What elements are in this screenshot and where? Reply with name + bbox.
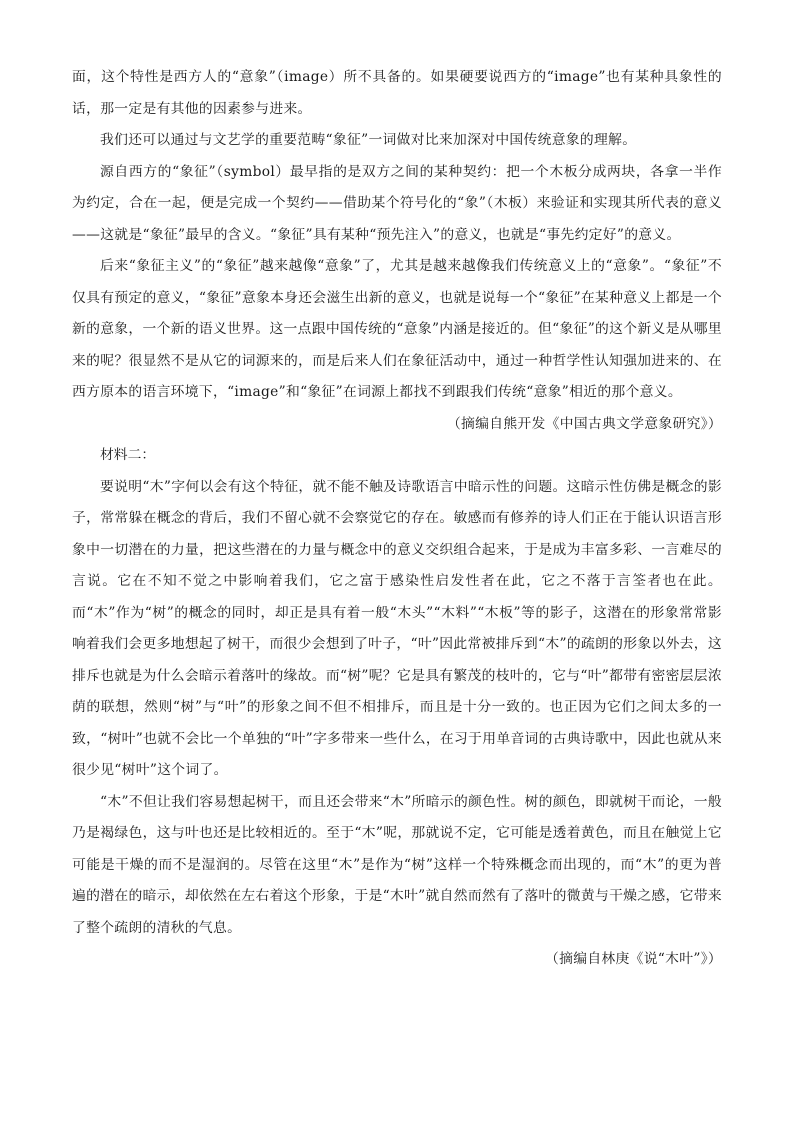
paragraph-symbol-intro: 我们还可以通过与文艺学的重要范畴“象征”一词做对比来加深对中国传统意象的理解。	[100, 132, 637, 148]
paragraph-suggestiveness: 要说明“木”字何以会有这个特征，就不能不触及诗歌语言中暗示性的问题。这暗示性仿佛是概念的影子，常常躲在概念的背后，我们不留心就不会察觉它的存在。敏感而有修养的诗人们正在于能认识语言形象中一切潜在的力量，把这些潜在的力量与概念中的意义交织组合起来，于是成为丰富多彩、一言难尽的言说。它在不知不觉之中影响着我们，它之富于感染性启发性者在此，它之不落于言筌者也在此。而“木”作为“树”的概念的同时，却正是具有着一般“木头”“木料”“木板”等的影子，这潜在的形象常常影响着我们会更多地想起了树干，而很少会想到了叶子，“叶”因此常被排斥到“木”的疏朗的形象以外去，这排斥也就是为什么会暗示着落叶的缘故。而“树”呢？它是具有繁茂的枝叶的，它与“叶”都带有密密层层浓荫的联想，然则“树”与“叶”的形象之间不但不相排斥，而且是十分一致的。也正因为它们之间太多的一致，“树叶”也就不会比一个单独的“叶”字多带来一些什么，在习于用单音词的古典诗歌中，因此也就从来很少见“树叶”这个词了。	[72, 478, 722, 778]
paragraph-continuation: 面，这个特性是西方人的“意象”（image）所不具备的。如果硬要说西方的“image”也有某种具象性的话，那一定是有其他的因素参与进来。	[72, 69, 722, 117]
material-2-heading: 材料二：	[100, 447, 156, 463]
source-citation-1: （摘编自熊开发《中国古典文学意象研究》）	[446, 415, 722, 432]
paragraph-symbolism: 后来“象征主义”的“象征”越来越像“意象”了，尤其是越来越像我们传统意义上的“意象”。“象征”不仅具有预定的意义，“象征”意象本身还会滋生出新的意义，也就是说每一个“象征”在某种意义上都是一个新的意象，一个新的语义世界。这一点跟中国传统的“意象”内涵是接近的。但“象征”的这个新义是从哪里来的呢？很显然不是从它的词源来的，而是后来人们在象征活动中，通过一种哲学性认知强加进来的、在西方原本的语言环境下，“image”和“象征”在词源上都找不到跟我们传统“意象”相近的那个意义。	[72, 258, 722, 400]
document-page	[72, 62, 722, 976]
paragraph-color: “木”不但让我们容易想起树干，而且还会带来“木”所暗示的颜色性。树的颜色，即就树干而论，一般乃是褐绿色，这与叶也还是比较相近的。至于“木”呢，那就说不定，它可能是透着黄色，而且在触觉上它可能是干燥的而不是湿润的。尽管在这里“木”是作为“树”这样一个特殊概念而出现的，而“木”的更为普遍的潜在的暗示，却依然在左右着这个形象，于是“木叶”就自然而然有了落叶的微黄与干燥之感，它带来了整个疏朗的清秋的气息。	[72, 793, 722, 936]
source-citation-2: （摘编自林庚《说“木叶”》）	[545, 951, 722, 967]
paragraph-symbol-origin: 源自西方的“象征”（symbol）最早指的是双方之间的某种契约：把一个木板分成两块，各拿一半作为约定，合在一起，便是完成一个契约——借助某个符号化的“象”（木板）来验证和实现其所代表的意义——这就是“象征”最早的含义。“象征”具有某种“预先注入”的意义，也就是“事先约定好”的意义。	[72, 163, 722, 243]
